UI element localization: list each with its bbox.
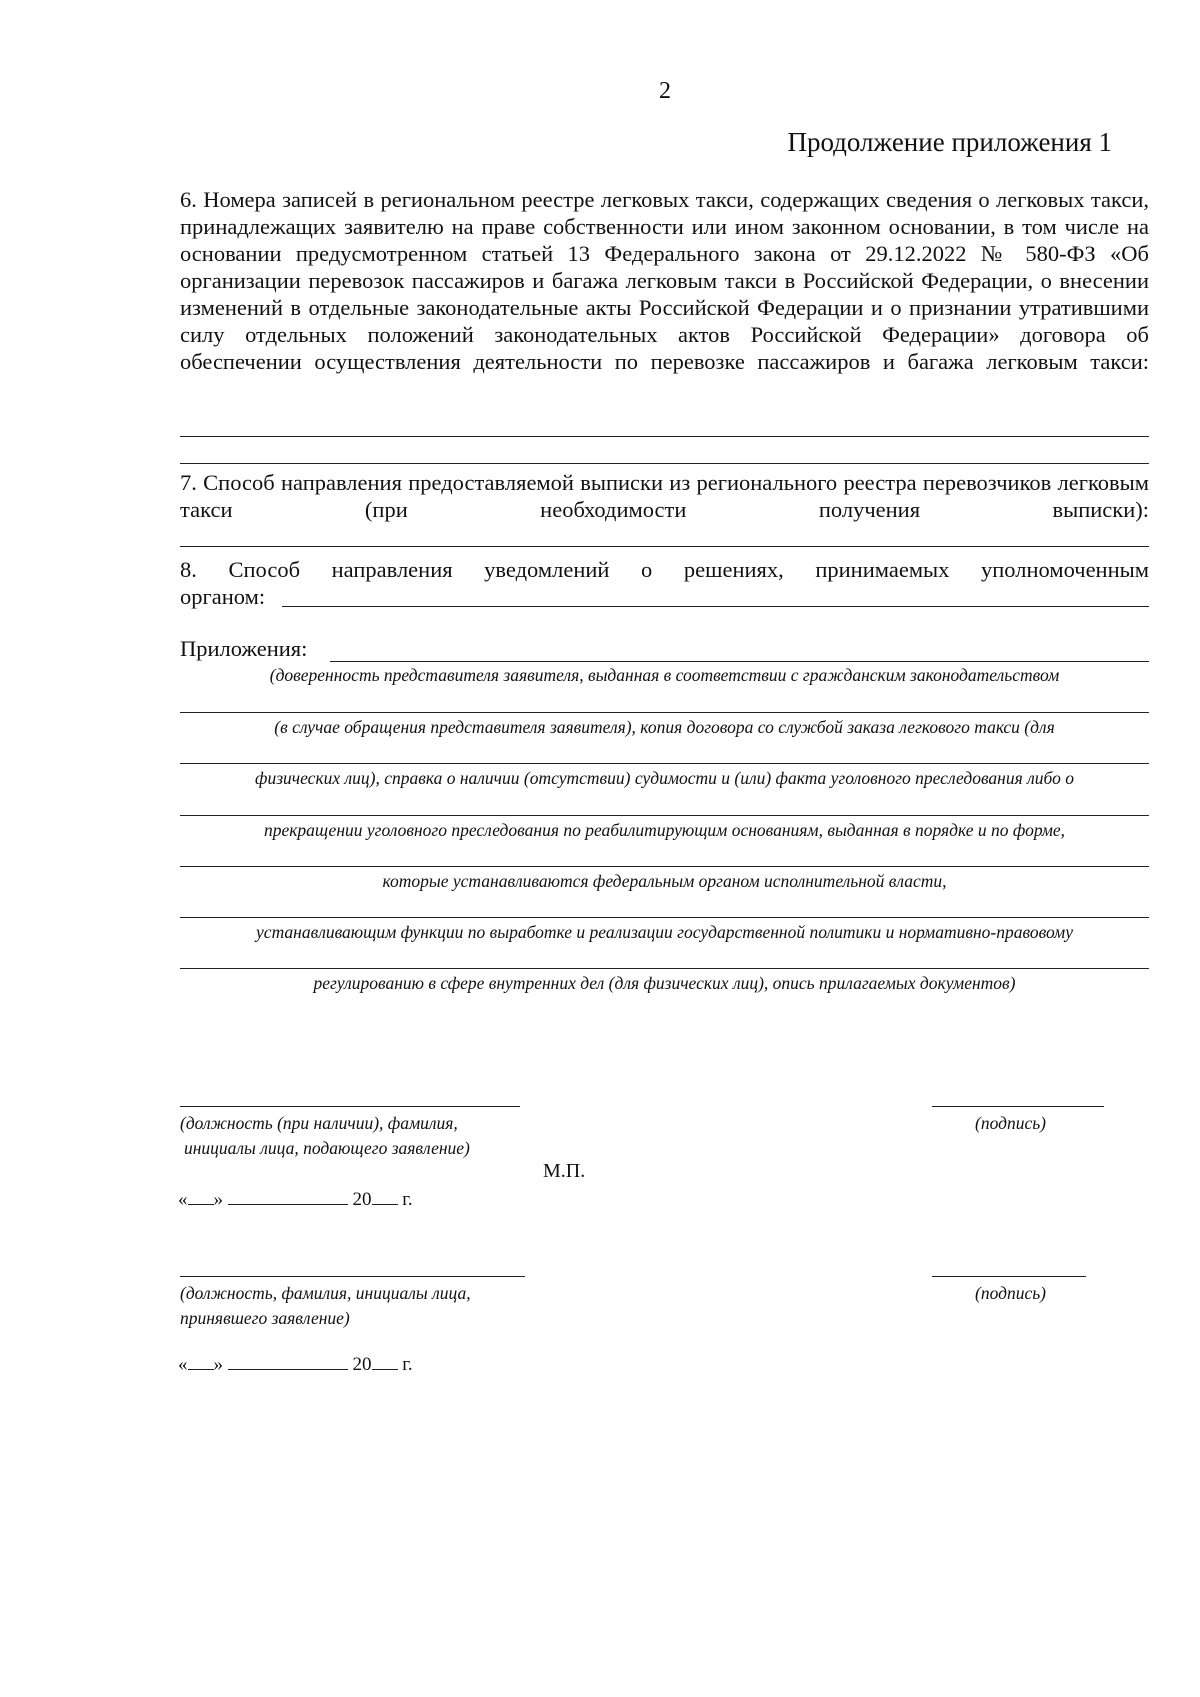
date-day-field[interactable] <box>188 1351 214 1370</box>
attachments-caption-3: физических лиц), справка о наличии (отсутствии) судимости и (или) факта уголовного преследования либо о <box>255 768 1074 788</box>
receiver-signature-line[interactable] <box>932 1276 1086 1277</box>
date-close-quote: » <box>213 1354 223 1375</box>
attachments-caption-2: (в случае обращения представителя заявителя), копия договора со службой заказа легкового такси (для <box>274 717 1055 737</box>
receiver-caption-line-2: принявшего заявление) <box>180 1308 350 1328</box>
appendix-title: Продолжение приложения 1 <box>787 127 1112 157</box>
attachments-fill-line-1[interactable] <box>330 661 1149 662</box>
date-day-field[interactable] <box>188 1186 214 1205</box>
date-year-prefix: 20 <box>352 1189 372 1210</box>
applicant-signature-caption: (подпись) <box>975 1113 1047 1133</box>
item-8-label: органом: <box>180 584 266 609</box>
item-8-text: 8. Способ направления уведомлений о решениях, принимаемых уполномоченным <box>180 557 1149 582</box>
attachments-caption-5: которые устанавливаются федеральным органом исполнительной власти, <box>382 871 947 891</box>
attachments-fill-line-5[interactable] <box>180 866 1149 867</box>
date-year-field[interactable] <box>372 1351 398 1370</box>
date-year-prefix: 20 <box>352 1354 372 1375</box>
attachments-caption-6: устанавливающим функции по выработке и реализации государственной политики и нормативно-правовому <box>256 922 1073 942</box>
date-year-field[interactable] <box>372 1186 398 1205</box>
receiver-signature-caption: (подпись) <box>975 1283 1047 1303</box>
attachments-caption-7: регулированию в сфере внутренних дел (для физических лиц), опись прилагаемых документов) <box>313 973 1016 993</box>
date-month-field[interactable] <box>228 1186 348 1205</box>
attachments-fill-line-3[interactable] <box>180 763 1149 764</box>
item-7-fill-line[interactable] <box>180 546 1149 547</box>
applicant-date <box>178 1186 413 1211</box>
date-open-quote: « <box>178 1354 188 1375</box>
applicant-caption-line-1: (должность (при наличии), фамилия, <box>180 1113 458 1133</box>
date-year-suffix: г. <box>402 1189 413 1210</box>
item-8-fill-line[interactable] <box>282 606 1149 607</box>
item-6-fill-line-1[interactable] <box>180 436 1149 437</box>
item-7-text: 7. Способ направления предоставляемой выписки из регионального реестра перевозчиков легковым такси (при необходимости получения выписки): <box>180 470 1149 522</box>
date-close-quote: » <box>213 1189 223 1210</box>
stamp-label: М.П. <box>543 1160 586 1182</box>
attachments-fill-line-6[interactable] <box>180 917 1149 918</box>
attachments-caption-4: прекращении уголовного преследования по реабилитирующим основаниям, выданная в порядке и по форме, <box>263 820 1066 840</box>
receiver-position-line[interactable] <box>180 1276 525 1277</box>
attachments-fill-line-2[interactable] <box>180 712 1149 713</box>
applicant-caption-line-2: инициалы лица, подающего заявление) <box>184 1138 470 1158</box>
date-year-suffix: г. <box>402 1354 413 1375</box>
receiver-caption-line-1: (должность, фамилия, инициалы лица, <box>180 1283 471 1303</box>
receiver-date <box>178 1351 413 1376</box>
item-6-fill-line-2[interactable] <box>180 463 1149 464</box>
attachments-caption-1: (доверенность представителя заявителя, выданная в соответствии с гражданским законодательством <box>269 665 1060 685</box>
attachments-fill-line-7[interactable] <box>180 968 1149 969</box>
attachments-fill-line-4[interactable] <box>180 815 1149 816</box>
applicant-position-line[interactable] <box>180 1106 520 1107</box>
item-6-text: 6. Номера записей в региональном реестре легковых такси, содержащих сведения о легковых такси, принадлежащих заявителю на праве собственности или ином законном основании, в том числе на основании предусмотренном статьей 13 Федерального закона от 29.12.2022 № 580-ФЗ «Об организации перевозок пассажиров и багажа легковым такси в Российской Федерации, о внесении изменений в отдельные законодательные акты Российской Федерации и о признании утратившими силу отдельных положений законодательных актов Российской Федерации» договора об обеспечении осуществления деятельности по перевозке пассажиров и багажа легковым такси: <box>180 187 1149 374</box>
date-month-field[interactable] <box>228 1351 348 1370</box>
attachments-label: Приложения: <box>180 636 308 661</box>
date-open-quote: « <box>178 1189 188 1210</box>
applicant-signature-line[interactable] <box>932 1106 1104 1107</box>
page-number: 2 <box>659 78 671 104</box>
